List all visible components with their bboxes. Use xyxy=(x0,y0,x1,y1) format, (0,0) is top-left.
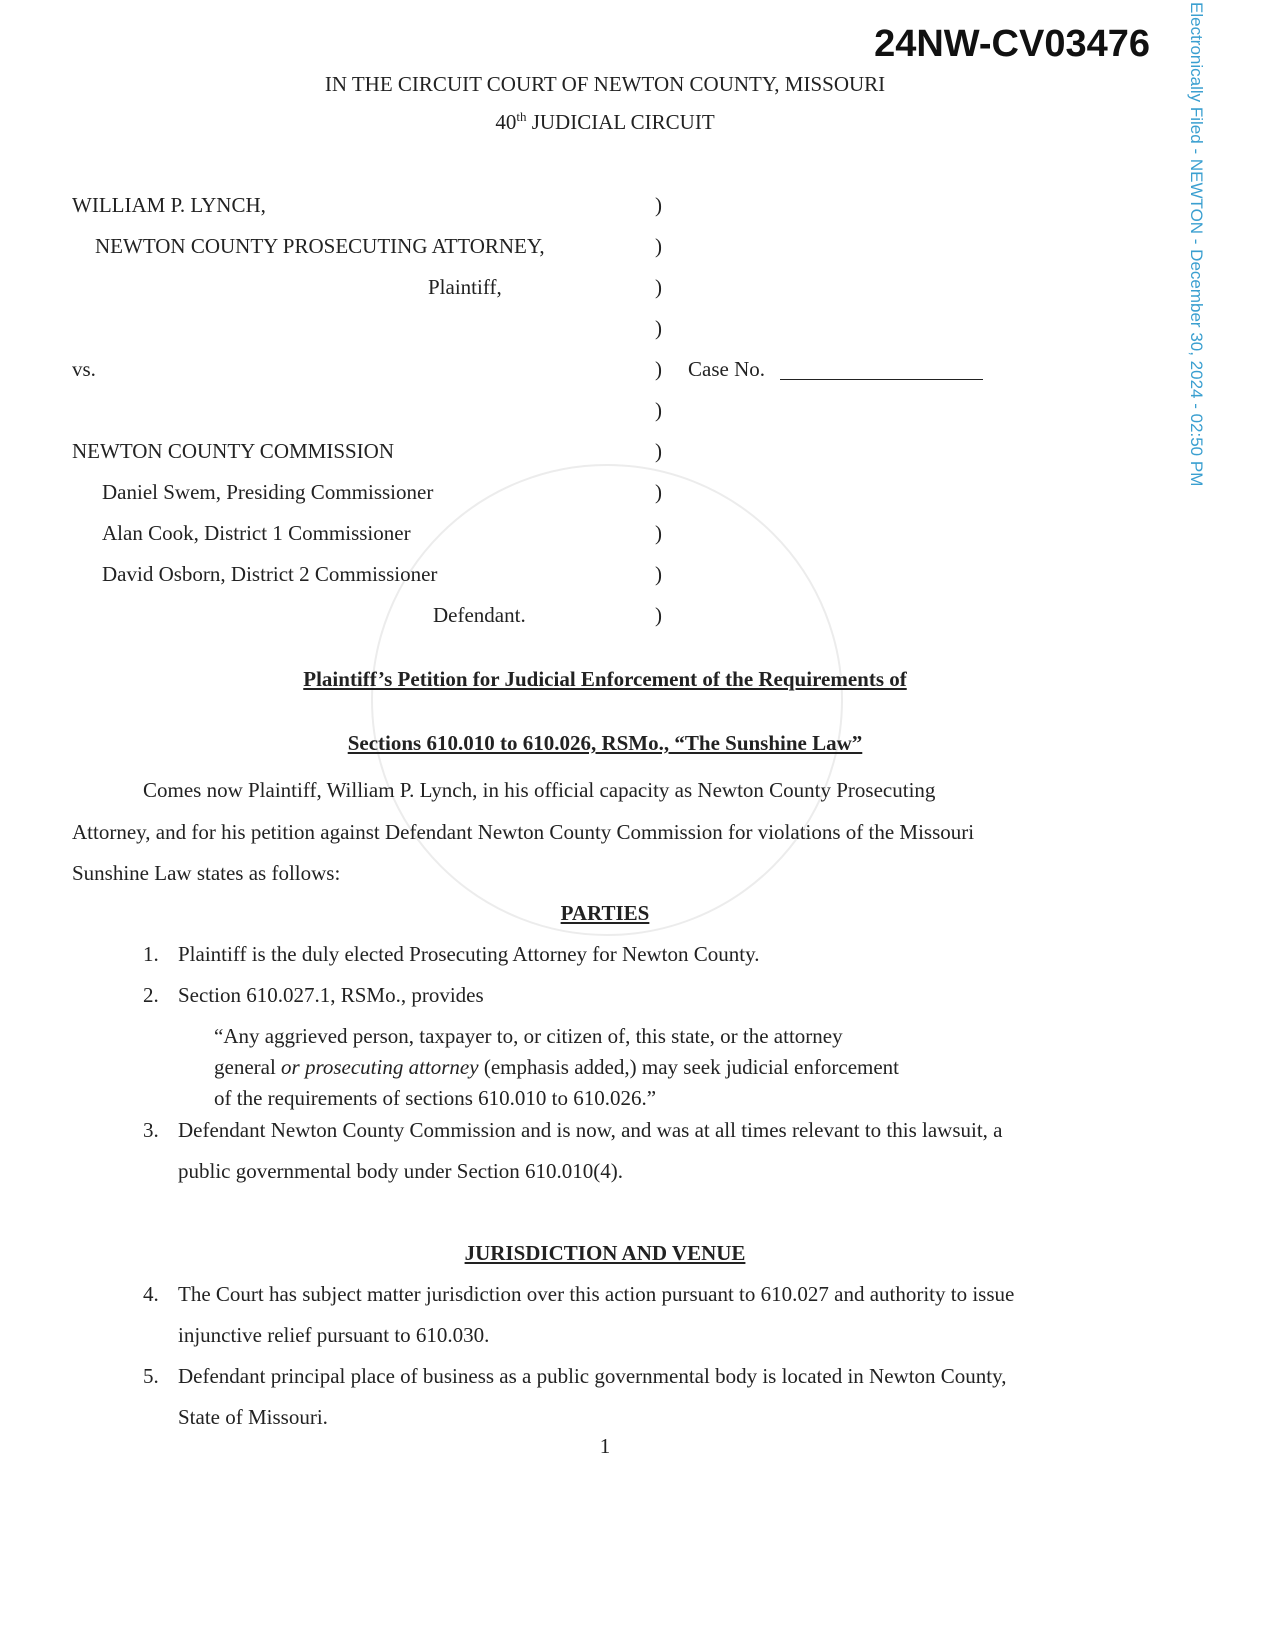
electronic-filing-note: Electronically Filed - NEWTON - December 30, 2024 - 02:50 PM xyxy=(1187,2,1206,487)
versus: vs. xyxy=(72,357,96,381)
caption-paren: ) xyxy=(655,521,662,545)
judicial-circuit xyxy=(0,110,1210,134)
caption-paren: ) xyxy=(655,234,662,258)
caption-paren: ) xyxy=(655,357,662,381)
quote-line: of the requirements of sections 610.010 to 610.026.” xyxy=(214,1086,657,1110)
item-number: 4. xyxy=(143,1282,159,1306)
watermark-seal-ring xyxy=(372,465,842,935)
item-text: Defendant principal place of business as a public governmental body is located in Newton County, xyxy=(178,1364,1007,1388)
caption-paren: ) xyxy=(655,316,662,340)
item-number: 3. xyxy=(143,1118,159,1142)
jurisdiction-heading: JURISDICTION AND VENUE xyxy=(464,1241,746,1265)
page-number: 1 xyxy=(599,1434,611,1458)
caption-paren: ) xyxy=(655,398,662,422)
plaintiff-name: WILLIAM P. LYNCH, xyxy=(72,193,266,217)
quote-text: (emphasis added,) may seek judicial enforcement xyxy=(478,1055,899,1079)
quote-emphasis: or prosecuting attorney xyxy=(281,1055,479,1079)
item-text: Plaintiff is the duly elected Prosecuting Attorney for Newton County. xyxy=(178,942,760,966)
commissioner: David Osborn, District 2 Commissioner xyxy=(102,562,438,586)
item-text: Section 610.027.1, RSMo., provides xyxy=(178,983,484,1007)
caption-paren: ) xyxy=(655,275,662,299)
defendant-name: NEWTON COUNTY COMMISSION xyxy=(72,439,395,463)
court-name: IN THE CIRCUIT COURT OF NEWTON COUNTY, MISSOURI xyxy=(324,72,886,96)
caption-paren: ) xyxy=(655,439,662,463)
circuit-suffix: th xyxy=(516,109,527,124)
parties-heading: PARTIES xyxy=(560,901,650,925)
plaintiff-label: Plaintiff, xyxy=(428,275,502,299)
item-text: The Court has subject matter jurisdiction over this action pursuant to 610.027 and authority to issue xyxy=(178,1282,1015,1306)
case-number-stamp: 24NW-CV03476 xyxy=(874,23,1150,65)
petition-title-line1: Plaintiff’s Petition for Judicial Enforcement of the Requirements of xyxy=(303,667,907,691)
item-number: 2. xyxy=(143,983,159,1007)
caption-paren: ) xyxy=(655,562,662,586)
quote-line: “Any aggrieved person, taxpayer to, or citizen of, this state, or the attorney xyxy=(214,1024,843,1048)
commissioner: Alan Cook, District 1 Commissioner xyxy=(102,521,411,545)
petition-title-line2: Sections 610.010 to 610.026, RSMo., “The Sunshine Law” xyxy=(347,731,863,755)
commissioner: Daniel Swem, Presiding Commissioner xyxy=(102,480,434,504)
intro-line: Sunshine Law states as follows: xyxy=(72,861,341,885)
item-text: public governmental body under Section 610.010(4). xyxy=(178,1159,623,1183)
quote-text: general xyxy=(214,1055,282,1079)
caption-paren: ) xyxy=(655,480,662,504)
caption-paren: ) xyxy=(655,603,662,627)
intro-line: Attorney, and for his petition against Defendant Newton County Commission for violations of the Missouri xyxy=(72,820,975,844)
case-no-label: Case No. xyxy=(688,357,765,381)
item-text: Defendant Newton County Commission and is now, and was at all times relevant to this lawsuit, a xyxy=(178,1118,1003,1142)
defendant-label: Defendant. xyxy=(433,603,526,627)
caption-paren: ) xyxy=(655,193,662,217)
plaintiff-title: NEWTON COUNTY PROSECUTING ATTORNEY, xyxy=(95,234,545,258)
intro-line: Comes now Plaintiff, William P. Lynch, in his official capacity as Newton County Prosecuting xyxy=(143,778,936,802)
circuit-number: 40 xyxy=(495,110,517,134)
item-number: 1. xyxy=(143,942,159,966)
case-no-blank xyxy=(780,379,983,380)
item-text: State of Missouri. xyxy=(178,1405,328,1429)
quote-line xyxy=(214,1055,899,1079)
item-text: injunctive relief pursuant to 610.030. xyxy=(178,1323,490,1347)
item-number: 5. xyxy=(143,1364,159,1388)
circuit-label: JUDICIAL CIRCUIT xyxy=(526,110,715,134)
